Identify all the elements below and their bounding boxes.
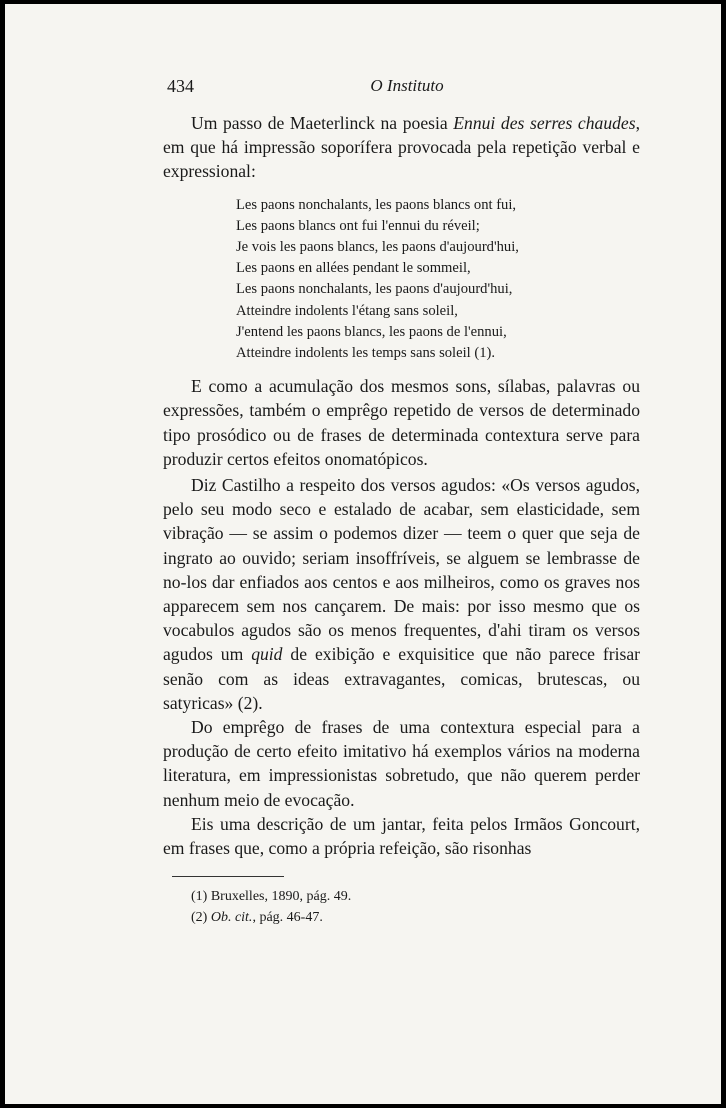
poem-line: Les paons nonchalants, les paons d'aujourd'hui, [236, 281, 513, 298]
page-header [167, 76, 647, 100]
poem-line: Je vois les paons blancs, les paons d'aujourd'hui, [236, 239, 519, 256]
running-title: O Instituto [370, 76, 444, 95]
poem-line: Les paons nonchalants, les paons blancs ont fui, [236, 196, 517, 213]
poem-title: Ennui des serres chaudes [453, 113, 636, 133]
body-text [163, 111, 640, 860]
paragraph: Do emprêgo de frases de uma contextura especial para a produção de certo efeito imitativo há exemplos vários na moderna literatura, em impressionistas sobretudo, que não querem perder nenhum meio de evocação. [163, 717, 640, 810]
page-number: 434 [167, 76, 194, 96]
footnote: (1) Bruxelles, 1890, pág. 49. [191, 889, 352, 904]
poem-line: J'entend les paons blancs, les paons de l'ennui, [236, 323, 507, 340]
footnotes [191, 886, 351, 928]
paragraph: Diz Castilho a respeito dos versos agudos: «Os versos agudos, pelo seu modo seco e estalado de acabar, sem elasticidade, sem vibração — se assim o podemos dizer — teem o quer que seja de ingrato ao ouvido; seriam insoffríveis, se alguem se lembrasse de no-los dar enfiados aos centos e aos milheiros, como os graves nos apparecem sem nos cançarem. De mais: por isso mesmo que os vocabulos agudos são os menos frequentes, d'ahi tiram os versos agudos um quid de exibição e exquisitice que não parece frisar senão com as ideas extravagantes, comicas, brutescas, ou satyricas» (2). [163, 475, 641, 713]
poem-quote [236, 195, 640, 365]
paragraph: E como a acumulação dos mesmos sons, sílabas, palavras ou expressões, também o emprêgo repetido de versos de determinado tipo prosódico ou de frases de determinada contextura serve para produzir certos efeitos onomatópicos. [163, 376, 640, 469]
footnote-mark: (2) [191, 910, 208, 925]
paragraph: Um passo de Maeterlinck na poesia Ennui des serres chaudes, em que há impressão soporífera provocada pela repetição verbal e expressional: [163, 113, 640, 182]
poem-line: Atteindre indolents l'étang sans soleil, [236, 302, 458, 319]
footnote: (2) Ob. cit., pág. 46-47. [191, 910, 323, 925]
footnote-mark: (1) [191, 889, 208, 904]
poem-line: Les paons en allées pendant le sommeil, [236, 260, 471, 277]
poem-line: Les paons blancs ont fui l'ennui du réveil; [236, 217, 480, 234]
paragraph: Eis uma descrição de um jantar, feita pelos Irmãos Goncourt, em frases que, como a própria refeição, são risonhas [163, 813, 640, 859]
footnote-rule [172, 876, 284, 877]
emphasis: quid [251, 644, 283, 665]
poem-line: Atteindre indolents les temps sans soleil (1). [236, 345, 495, 362]
